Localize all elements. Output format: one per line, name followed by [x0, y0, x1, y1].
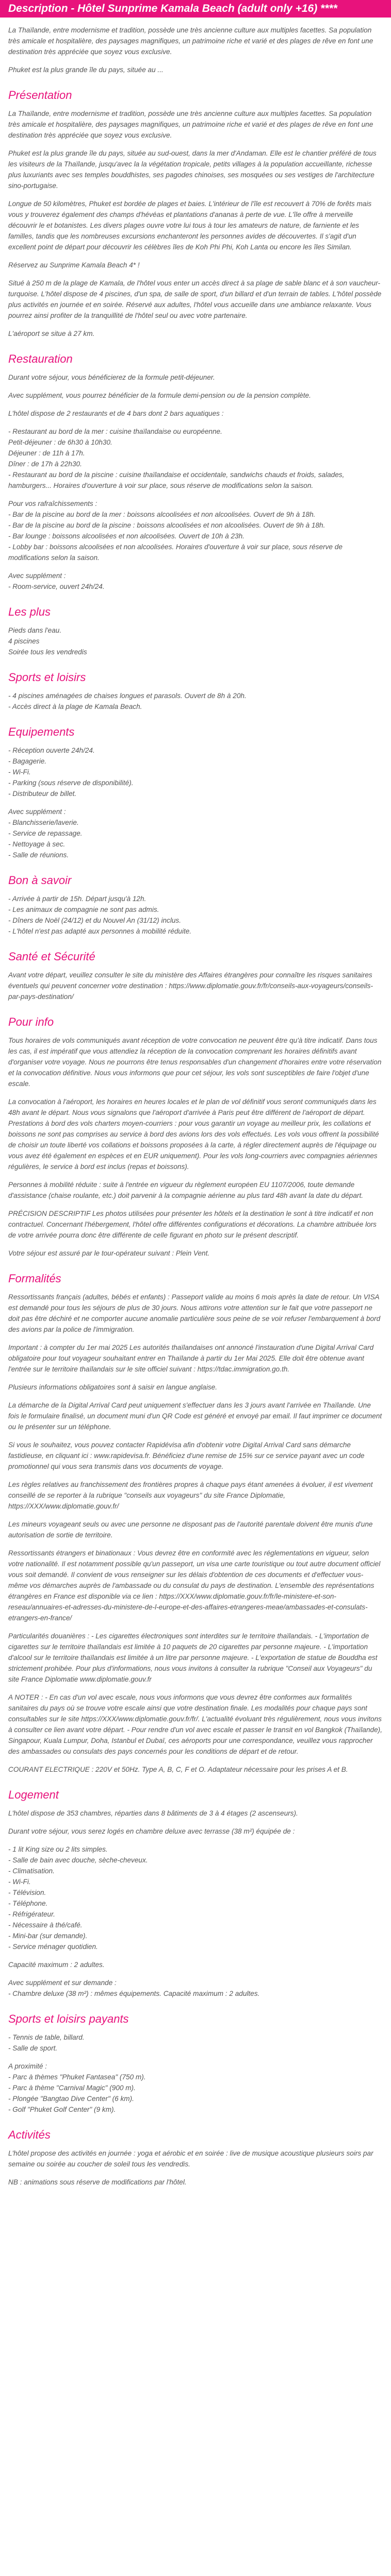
- logement-section: [8, 1787, 383, 1999]
- supplement-item: - Service de repassage.: [8, 829, 83, 837]
- section-heading-bon-savoir: Bon à savoir: [8, 874, 72, 887]
- restaurant-item: Petit-déjeuner : de 6h30 à 10h30.: [8, 438, 112, 446]
- supplement-item: - Chambre deluxe (38 m²) : mêmes équipements. Capacité maximum : 2 adultes.: [8, 1990, 260, 1997]
- restaurant-item: - Restaurant au bord de la mer : cuisine thaïlandaise ou européenne.: [8, 428, 222, 435]
- sports-item: - 4 piscines aménagées de chaises longues et parasols. Ouvert de 8h à 20h.: [8, 692, 247, 700]
- supplement-item: - Nettoyage à sec.: [8, 840, 66, 848]
- room-feature-item: - Salle de bain avec douche, sèche-cheveux.: [8, 1856, 148, 1864]
- pour-info-paragraph: Personnes à mobilité réduite : suite à l'entrée en vigueur du règlement européen EU 1107/2006, toute demande d'assistance (chaise roulante, etc.) doit parvenir à la compagnie aérienne au plus tard 48h avant la date du départ.: [8, 1181, 363, 1199]
- supplement-item: - Salle de réunions.: [8, 851, 69, 859]
- formalites-paragraph: Si vous le souhaitez, vous pouvez contacter Rapidévisa afin d'obtenir votre Digital Arrival Card sans démarche fastidieuse, en cliquant ici : www.rapidevisa.fr. Bénéficiez d'une remise de 15% sur ce service payant avec un code promotionnel qui vous sera transmis dans vos documents de voyage.: [8, 1441, 365, 1470]
- presentation-paragraph: L'aéroport se situe à 27 km.: [8, 330, 95, 337]
- restaurant-item: - Restaurant au bord de la piscine : cuisine thaïlandaise et occidentale, sandwichs chauds et froids, salades, hamburgers... Horaires d'ouverture à voir sur place, sous réserve de modifications selon la saison.: [8, 471, 345, 489]
- bar-item: - Lobby bar : boissons alcoolisées et non alcoolisées. Horaires d'ouverture à voir sur place, sous réserve de modifications selon la saison.: [8, 543, 343, 562]
- formalites-paragraph: Ressortissants étrangers et binationaux : Vous devrez être en conformité avec les réglementations en vigueur, selon votre nationalité. Il est notamment possible qu'un passeport, un visa une carte touristique ou tout autre document officiel vous soit demandé. Il convient de vous renseigner sur les délais d'obtention de ces documents et d'effectuer vous-même vos démarches auprès de l'ambassade ou du consulat du pays de destination. L'ensemble des représentations étrangères en France est disponible via ce lien : https://XXX/www.diplomatie.gouv.fr/fr/le-ministere-et-son-reseau/annuaires-et-adresses-du-ministere-de-l-europe-et-des-affaires-etrangeres-meae/ambassades-et-consulats-etrangers-en-france/: [8, 1549, 381, 1622]
- paid-sport-item: - Salle de sport.: [8, 2044, 58, 2052]
- section-heading-logement: Logement: [8, 1788, 59, 1801]
- restauration-paragraph: Avec supplément, vous pourrez bénéficier de la formule demi-pension ou de la pension complète.: [8, 392, 311, 399]
- logement-paragraph: L'hôtel dispose de 353 chambres, réparties dans 8 bâtiments de 3 à 4 étages (2 ascenseurs).: [8, 1809, 298, 1817]
- formalites-paragraph: Ressortissants français (adultes, bébés et enfants) : Passeport valide au moins 6 mois après la date de retour. Un VISA est demandé pour tous les séjours de plus de 30 jours. Nous attirons votre attention sur le fait que votre passeport ne doit pas être déchiré et ne comporter aucune anomalie particulière sous peine de se voir refuser l'embarquement à bord des avions par la police de l'immigration.: [8, 1293, 381, 1333]
- room-feature-item: - Réfrigérateur.: [8, 1910, 55, 1918]
- intro-section: [8, 25, 383, 75]
- section-heading-activites: Activités: [8, 2128, 51, 2141]
- bar-item: - Bar de la piscine au bord de la piscine : boissons alcoolisées et non alcoolisées. Ouvert de 9h à 18h.: [8, 521, 325, 529]
- presentation-section: [8, 88, 383, 339]
- bar-item: - Bar lounge : boissons alcoolisées et non alcoolisées. Ouvert de 10h à 23h.: [8, 532, 245, 540]
- logement-paragraph: Durant votre séjour, vous serez logés en chambre deluxe avec terrasse (38 m²) équipée de :: [8, 1827, 295, 1835]
- supplement-label: Avec supplément et sur demande :: [8, 1979, 117, 1987]
- equipement-item: - Réception ouverte 24h/24.: [8, 747, 95, 754]
- equipement-item: - Wi-Fi.: [8, 768, 31, 776]
- section-heading-formalites: Formalités: [8, 1272, 61, 1285]
- restaurant-item: Déjeuner : de 11h à 17h.: [8, 449, 85, 457]
- proximity-label: A proximité :: [8, 2062, 47, 2070]
- plus-item: Pieds dans l'eau.: [8, 626, 62, 634]
- sante-paragraph: Avant votre départ, veuillez consulter le site du ministère des Affaires étrangères pour connaître les risques sanitaires éventuels qui peuvent concerner votre destination : https://www.diplomatie.gouv.fr/fr/conseils-aux-voyageurs/conseils-par-pays-destination/: [8, 971, 373, 1001]
- section-heading-sports: Sports et loisirs: [8, 671, 86, 684]
- equipement-item: - Bagagerie.: [8, 757, 47, 765]
- supplement-item: - Blanchisserie/laverie.: [8, 819, 79, 826]
- intro-paragraph: La Thaïlande, entre modernisme et tradition, possède une très ancienne culture aux multiples facettes. Sa population très amicale et hospitalière, des paysages magnifiques, un patrimoine riche et varié et des plages de rêve en font une destination très appréciée que soyez vous exclusive.: [8, 26, 373, 56]
- formalites-paragraph: Les règles relatives au franchissement des frontières propres à chaque pays étant amenées à évoluer, il est vivement conseillé de se reporter à la rubrique "conseils aux voyageurs" du site France Diplomatie, https://XXX/www.diplomatie.gouv.fr/: [8, 1481, 373, 1510]
- sports-section: [8, 670, 383, 712]
- intro-paragraph: Phuket est la plus grande île du pays, située au ...: [8, 66, 164, 74]
- equipement-item: - Parking (sous réserve de disponibilité).: [8, 779, 134, 787]
- formalites-paragraph: La démarche de la Digital Arrival Card peut uniquement s'effectuer dans les 3 jours avant l'arrivée en Thaïlande. Une fois le formulaire finalisé, un document muni d'un QR Code est généré et envoyé par email. Il faut imprimer ce document ou le présenter sur un téléphone.: [8, 1401, 382, 1431]
- formalites-paragraph: Particularités douanières : - Les cigarettes électroniques sont interdites sur le territoire thaïlandais. - L'importation de cigarettes sur le territoire thaïlandais est limitée à 10 paquets de 20 cigarettes par personne majeure. - L'importation d'alcool sur le territoire thaïlandais est limitée à un litre par personne majeure. - L'exportation de statue de Bouddha est strictement prohibée. Pour plus d'informations, nous vous invitons à consulter la rubrique "Conseil aux Voyageurs" du site France Diplomatie www.diplomatie.gouv.fr: [8, 1632, 378, 1683]
- room-feature-item: - Télévision.: [8, 1889, 46, 1896]
- formalites-section: [8, 1271, 383, 1775]
- presentation-paragraph: La Thaïlande, entre modernisme et tradition, possède une très ancienne culture aux multiples facettes. Sa population très amicale et hospitalière, des paysages magnifiques, un patrimoine riche et varié et des plages de rêve en font une destination très appréciée que soyez vous exclusive.: [8, 110, 373, 139]
- proximity-item: - Parc à thème "Carnival Magic" (900 m).: [8, 2084, 136, 2092]
- restauration-paragraph: Durant votre séjour, vous bénéficierez de la formule petit-déjeuner.: [8, 374, 215, 381]
- restauration-paragraph: L'hôtel dispose de 2 restaurants et de 4 bars dont 2 bars aquatiques :: [8, 410, 224, 417]
- restauration-section: [8, 351, 383, 592]
- bon-savoir-item: - Arrivée à partir de 15h. Départ jusqu'à 12h.: [8, 895, 146, 903]
- section-heading-restauration: Restauration: [8, 352, 73, 365]
- plus-item: 4 piscines: [8, 637, 40, 645]
- paid-sport-item: - Tennis de table, billard.: [8, 2033, 85, 2041]
- section-heading-equipements: Equipements: [8, 725, 75, 738]
- formalites-paragraph: Les mineurs voyageant seuls ou avec une personne ne disposant pas de l'autorité parentale doivent être munis d'une autorisation de sortie de territoire.: [8, 1520, 373, 1539]
- pour-info-section: [8, 1014, 383, 1259]
- bon-savoir-item: - L'hôtel n'est pas adapté aux personnes à mobilité réduite.: [8, 927, 192, 935]
- plus-section: [8, 604, 383, 657]
- section-heading-sports-payants: Sports et loisirs payants: [8, 2012, 129, 2025]
- sports-payants-section: [8, 2011, 383, 2115]
- room-feature-item: - Wi-Fi.: [8, 1878, 31, 1886]
- section-heading-plus: Les plus: [8, 605, 51, 618]
- activites-section: [8, 2127, 383, 2188]
- section-heading-presentation: Présentation: [8, 89, 72, 101]
- room-capacity: Capacité maximum : 2 adultes.: [8, 1961, 105, 1969]
- supplement-item: - Room-service, ouvert 24h/24.: [8, 583, 105, 590]
- page-title: Description - Hôtel Sunprime Kamala Beach (adult only +16) ****: [0, 0, 391, 18]
- room-feature-item: - 1 lit King size ou 2 lits simples.: [8, 1845, 108, 1853]
- room-feature-item: - Mini-bar (sur demande).: [8, 1932, 88, 1940]
- bon-savoir-section: [8, 873, 383, 937]
- activites-paragraph: L'hôtel propose des activités en journée : yoga et aérobic et en soirée : live de musique acoustique plusieurs soirs par semaine ou soirée au coucher de soleil tous les vendredis.: [8, 2149, 373, 2168]
- pour-info-paragraph: Votre séjour est assuré par le tour-opérateur suivant : Plein Vent.: [8, 1249, 210, 1257]
- equipements-section: [8, 724, 383, 860]
- presentation-paragraph: Réservez au Sunprime Kamala Beach 4* !: [8, 261, 140, 269]
- sante-section: [8, 949, 383, 1002]
- formalites-paragraph: Important : à compter du 1er mai 2025 Les autorités thaïlandaises ont annoncé l'instauration d'une Digital Arrival Card obligatoire pour tout voyageur souhaitant entrer en Thaïlande à partir du 1er Mai 2025. Elle doit être obtenue avant l'entrée sur le territoire thaïlandais sur le site officiel suivant : https://tdac.immigration.go.th.: [8, 1344, 374, 1373]
- presentation-paragraph: Phuket est la plus grande île du pays, située au sud-ouest, dans la mer d'Andaman. Elle est le chantier préféré de tous les visiteurs de la Thaïlande, jusqu'avec la la végétation tropicale, petits villages à la population accueillante, richesse plus luxuriants avec ses temples bouddhistes, ses pagodes chinoises, ses mosquées ou ses vestiges de l'architecture sino-portugaise.: [8, 149, 377, 190]
- room-feature-item: - Téléphone.: [8, 1900, 48, 1907]
- formalites-paragraph: COURANT ELECTRIQUE : 220V et 50Hz. Type A, B, C, F et O. Adaptateur nécessaire pour les prises A et B.: [8, 1766, 348, 1773]
- pour-info-paragraph: La convocation à l'aéroport, les horaires en heures locales et le plan de vol définitif vous seront communiqués dans les 48h avant le départ. Nous vous signalons que l'aéroport d'arrivée à Paris peut être différent de l'aéroport de départ. Prestations à bord des vols charters moyen-courriers : pour vous garantir un voyage au meilleur prix, les collations et boissons ne sont pas comprises au service à bord des avions lors des vols effectués. Les vols vous offrent la possibilité de choisir un toute liberté vos collations et boissons proposées à la carte, à régler directement auprès de l'équipage ou vous avez été également en espèces et en EUR uniquement). Pour les vols long-courriers avec compagnies aériennes régulières, le service à bord est inclus (repas et boissons).: [8, 1098, 379, 1171]
- restaurant-item: Dîner : de 17h à 22h30.: [8, 460, 82, 468]
- proximity-item: - Parc à thèmes "Phuket Fantasea" (750 m).: [8, 2073, 146, 2081]
- room-feature-item: - Nécessaire à thé/café.: [8, 1921, 83, 1929]
- section-heading-pour-info: Pour info: [8, 1015, 54, 1028]
- room-feature-item: - Climatisation.: [8, 1867, 55, 1875]
- formalites-paragraph: Plusieurs informations obligatoires sont à saisir en langue anglaise.: [8, 1383, 218, 1391]
- proximity-item: - Plongée "Bangtao Dive Center" (6 km).: [8, 2095, 134, 2103]
- formalites-paragraph: A NOTER : - En cas d'un vol avec escale, nous vous informons que vous devrez être conformes aux formalités sanitaires du pays où se trouve votre escale ainsi que votre destination finale. Les modalités pour chaque pays sont consultables sur le site https://XXX/www.diplomatie.gouv.fr/fr/. L'actualité évoluant très régulièrement, nous vous invitons à consulter ce lien avant votre départ. - Pour rendre d'un vol avec escale et passer le transit en vol Bangkok (Thaïlande), Singapour, Kuala Lumpur, Doha, Istanbul et Dubaï, ces aéroports pour une correspondance, veuillez vous rapprocher des ambassades ou consulats des pays concernés pour les conditions de départ et de retour.: [8, 1693, 382, 1755]
- content: [0, 18, 391, 2188]
- plus-item: Soirée tous les vendredis: [8, 648, 87, 656]
- bon-savoir-item: - Dîners de Noël (24/12) et du Nouvel An (31/12) inclus.: [8, 917, 181, 924]
- supplement-label: Avec supplément :: [8, 572, 66, 580]
- presentation-paragraph: Situé à 250 m de la plage de Kamala, de l'hôtel vous enter un accès direct à sa plage de sable blanc et à son vaucheur-turquoise. L'hôtel dispose de 4 piscines, d'un spa, de salle de sport, d'un billard et d'un terrain de tables. L'hôtel possède plus activités en journée et en soirée. Réservé aux adultes, l'hôtel vous accueille dans une ambiance relaxante. Vous pourrez ainsi profiter de la tranquillité de l'hôtel seul ou avec votre partenaire.: [8, 279, 382, 319]
- presentation-paragraph: Longue de 50 kilomètres, Phuket est bordée de plages et baies. L'intérieur de l'île est recouvert à 70% de forêts mais vous y trouverez également des champs d'hévéas et plantations d'ananas à perte de vue. L'île offre à merveille découvrir le et botanistes. Les divers plages ouvre votre lui tous à tour les amateurs de nature, de farniente et les familles, tandis que les nombreuses excursions enchanteront les personnes avides de découvertes. Il s'agit d'un excellent point de départ pour découvrir les célèbres îles de Koh Phi Phi, Koh Lanta ou encore les îles Similan.: [8, 200, 372, 251]
- bon-savoir-item: - Les animaux de compagnie ne sont pas admis.: [8, 906, 159, 913]
- equipement-item: - Distributeur de billet.: [8, 790, 77, 798]
- activites-paragraph: NB : animations sous réserve de modifications par l'hôtel.: [8, 2178, 187, 2186]
- room-feature-item: - Service ménager quotidien.: [8, 1943, 98, 1951]
- supplement-label: Avec supplément :: [8, 808, 66, 816]
- pour-info-paragraph: PRÉCISION DESCRIPTIF Les photos utilisées pour présenter les hôtels et la destination le sont à titre indicatif et non contractuel. Concernant l'hébergement, l'hôtel offre différentes configurations et décorations. La chambre attribuée lors de votre arrivée pourra donc être différente de celle figurant en photo sur le présent descriptif.: [8, 1210, 377, 1239]
- proximity-item: - Golf "Phuket Golf Center" (9 km).: [8, 2106, 116, 2113]
- section-heading-sante: Santé et Sécurité: [8, 950, 95, 963]
- pour-info-paragraph: Tous horaires de vols communiqués avant réception de votre convocation ne peuvent être qu'à titre indicatif. Dans tous les cas, il est impératif que vous attendiez la réception de la convocation comprenant les horaires définitifs avant d'organiser votre voyage. Nous ne pourrons être tenus responsables d'un changement d'horaires entre votre réservation et la convocation définitive. Nous vous informons que pour cet séjour, les vols sont susceptibles de faire l'objet d'une escale.: [8, 1037, 382, 1088]
- sports-item: - Accès direct à la plage de Kamala Beach.: [8, 703, 142, 710]
- drinks-intro: Pour vos rafraîchissements :: [8, 500, 97, 507]
- bar-item: - Bar de la piscine au bord de la mer : boissons alcoolisées et non alcoolisées. Ouvert de 9h à 18h.: [8, 511, 316, 518]
